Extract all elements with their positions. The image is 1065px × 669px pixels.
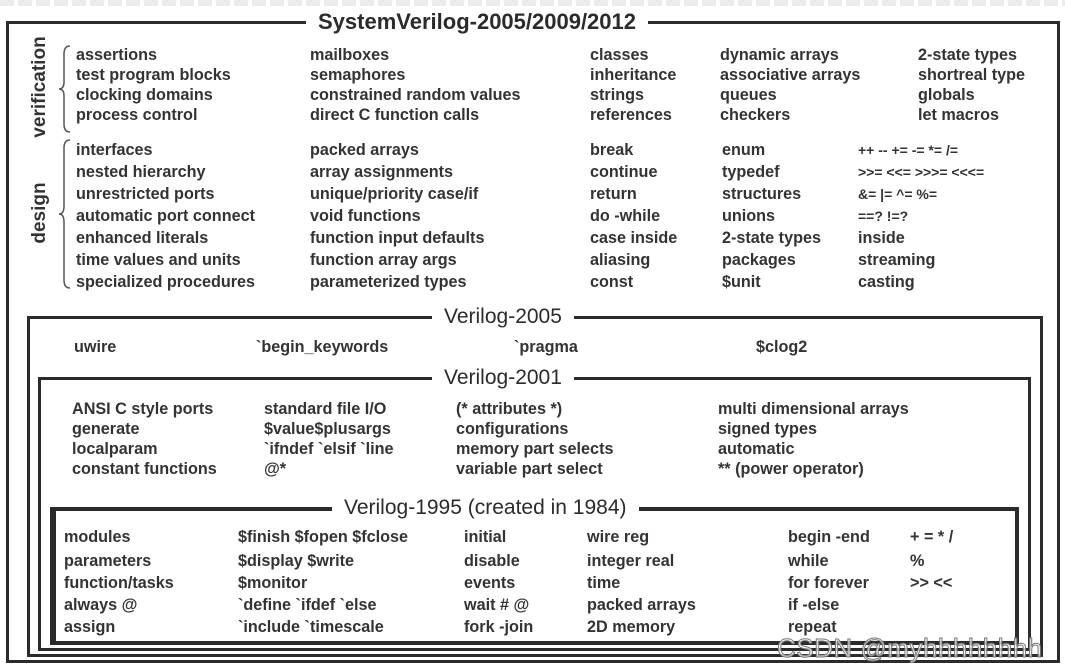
feature-item: function/tasks — [64, 574, 174, 592]
feature-item: queues — [720, 86, 777, 104]
feature-item: semaphores — [310, 66, 406, 84]
design-label: design — [29, 182, 50, 244]
verilog2005-title: Verilog-2005 — [432, 305, 574, 329]
feature-item: generate — [72, 420, 140, 438]
feature-item: $monitor — [238, 574, 308, 592]
feature-item: configurations — [456, 420, 569, 438]
feature-item: enhanced literals — [76, 229, 209, 247]
feature-item: for forever — [788, 574, 869, 592]
feature-item: `define `ifdef `else — [238, 596, 377, 614]
verification-label: verification — [29, 36, 50, 138]
feature-item: assign — [64, 618, 116, 636]
feature-item: process control — [76, 106, 198, 124]
feature-item: case inside — [590, 229, 678, 247]
feature-item: mailboxes — [310, 46, 390, 64]
verilog2001-title: Verilog-2001 — [432, 366, 574, 390]
operator-item: >>= <<= >>>= <<<= — [858, 164, 985, 180]
feature-item: enum — [722, 141, 766, 159]
feature-item: time values and units — [76, 251, 241, 269]
feature-item: void functions — [310, 207, 421, 225]
feature-item: ANSI C style ports — [72, 400, 214, 418]
feature-item: wire reg — [587, 528, 650, 546]
design-col-5 — [858, 139, 984, 293]
feature-item: uwire — [74, 338, 117, 356]
feature-item: memory part selects — [456, 440, 614, 458]
verification-brace-icon — [58, 44, 72, 134]
feature-item: interfaces — [76, 141, 153, 159]
feature-item: packed arrays — [587, 596, 696, 614]
feature-item: specialized procedures — [76, 273, 256, 291]
feature-item: strings — [590, 86, 644, 104]
feature-item: signed types — [718, 420, 817, 438]
feature-item: unrestricted ports — [76, 185, 215, 203]
feature-item: ** (power operator) — [718, 460, 864, 478]
feature-item: localparam — [72, 440, 158, 458]
feature-item: let macros — [918, 106, 999, 124]
feature-item: do -while — [590, 207, 661, 225]
verilog1995-col-6 — [910, 524, 953, 594]
feature-item: (* attributes *) — [456, 400, 563, 418]
feature-item: `ifndef `elsif `line — [264, 440, 394, 458]
feature-item: `begin_keywords — [256, 338, 389, 356]
feature-item: classes — [590, 46, 649, 64]
verilog2001-col-2 — [264, 399, 394, 479]
feature-item: array assignments — [310, 163, 454, 181]
feature-item: return — [590, 185, 637, 203]
feature-item: references — [590, 106, 672, 124]
feature-item: assertions — [76, 46, 157, 64]
feature-item: time — [587, 574, 621, 592]
feature-item: standard file I/O — [264, 400, 387, 418]
feature-item: constrained random values — [310, 86, 521, 104]
feature-item: wait # @ — [464, 596, 530, 614]
feature-item: events — [464, 574, 516, 592]
feature-item: parameters — [64, 552, 152, 570]
feature-item: $value$plusargs — [264, 420, 391, 438]
feature-item: unique/priority case/if — [310, 185, 479, 203]
verilog1995-col-4 — [587, 524, 696, 638]
feature-item: 2-state types — [722, 229, 821, 247]
verilog2001-col-4 — [718, 399, 909, 479]
feature-item: initial — [464, 528, 507, 546]
feature-item: parameterized types — [310, 273, 467, 291]
operator-item: % — [910, 552, 925, 570]
verilog1995-col-5 — [788, 524, 870, 638]
verilog1995-box — [50, 507, 1019, 645]
feature-item: variable part select — [456, 460, 603, 478]
feature-item: continue — [590, 163, 658, 181]
watermark: CSDN @myhhhhhhhh — [777, 633, 1043, 663]
feature-item: inheritance — [590, 66, 677, 84]
verilog2001-col-3 — [456, 399, 613, 479]
feature-item: automatic — [718, 440, 795, 458]
feature-item: $finish $fopen $fclose — [238, 528, 409, 546]
feature-item: $clog2 — [756, 338, 808, 356]
feature-item: checkers — [720, 106, 791, 124]
feature-item: packed arrays — [310, 141, 419, 159]
feature-item: multi dimensional arrays — [718, 400, 909, 418]
feature-item: shortreal type — [918, 66, 1026, 84]
clipped-caption-strip — [0, 0, 1065, 6]
feature-item: direct C function calls — [310, 106, 480, 124]
feature-item: associative arrays — [720, 66, 861, 84]
operator-item: >> << — [910, 574, 953, 592]
verilog2001-col-1 — [72, 399, 217, 479]
verilog1995-col-2 — [238, 524, 408, 638]
verification-col-3 — [590, 45, 676, 125]
verilog1995-title: Verilog-1995 (created in 1984) — [332, 496, 639, 520]
operator-item: ++ -- += -= *= /= — [858, 142, 959, 158]
design-col-3 — [590, 139, 677, 293]
operator-item: &= |= ^= %= — [858, 186, 938, 202]
feature-item: fork -join — [464, 618, 534, 636]
feature-item: always @ — [64, 596, 138, 614]
feature-item: streaming — [858, 251, 936, 269]
feature-item: packages — [722, 251, 796, 269]
feature-item: $display $write — [238, 552, 355, 570]
operator-item: + = * / — [910, 528, 954, 546]
feature-item: structures — [722, 185, 802, 203]
feature-item: @* — [264, 460, 287, 478]
design-brace-icon — [58, 138, 72, 290]
verification-col-5 — [918, 45, 1025, 125]
feature-item: `include `timescale — [238, 618, 384, 636]
design-col-2 — [310, 139, 484, 293]
feature-item: 2-state types — [918, 46, 1017, 64]
verification-col-4 — [720, 45, 860, 125]
feature-item: if -else — [788, 596, 840, 614]
feature-item: casting — [858, 273, 915, 291]
verification-col-2 — [310, 45, 521, 125]
feature-item: nested hierarchy — [76, 163, 206, 181]
feature-item: clocking domains — [76, 86, 213, 104]
verification-col-1 — [76, 45, 231, 125]
feature-item: aliasing — [590, 251, 651, 269]
feature-item: while — [788, 552, 829, 570]
operator-item: ==? !=? — [858, 208, 909, 224]
feature-item: dynamic arrays — [720, 46, 839, 64]
feature-item: automatic port connect — [76, 207, 255, 225]
feature-item: unions — [722, 207, 776, 225]
design-col-1 — [76, 139, 255, 293]
systemverilog-title: SystemVerilog-2005/2009/2012 — [306, 10, 648, 34]
feature-item: integer real — [587, 552, 675, 570]
feature-item: const — [590, 273, 634, 291]
feature-item: globals — [918, 86, 975, 104]
feature-item: $unit — [722, 273, 761, 291]
feature-item: disable — [464, 552, 520, 570]
feature-item: repeat — [788, 618, 837, 636]
feature-item: 2D memory — [587, 618, 676, 636]
feature-item: function input defaults — [310, 229, 485, 247]
feature-item: typedef — [722, 163, 780, 181]
feature-item: break — [590, 141, 634, 159]
design-col-4 — [722, 139, 821, 293]
feature-item: inside — [858, 229, 905, 247]
feature-item: begin -end — [788, 528, 870, 546]
feature-item: modules — [64, 528, 131, 546]
feature-item: function array args — [310, 251, 457, 269]
feature-item: `pragma — [514, 338, 578, 356]
feature-item: test program blocks — [76, 66, 231, 84]
verilog1995-col-1 — [64, 524, 174, 638]
verilog1995-col-3 — [464, 524, 533, 638]
feature-item: constant functions — [72, 460, 217, 478]
